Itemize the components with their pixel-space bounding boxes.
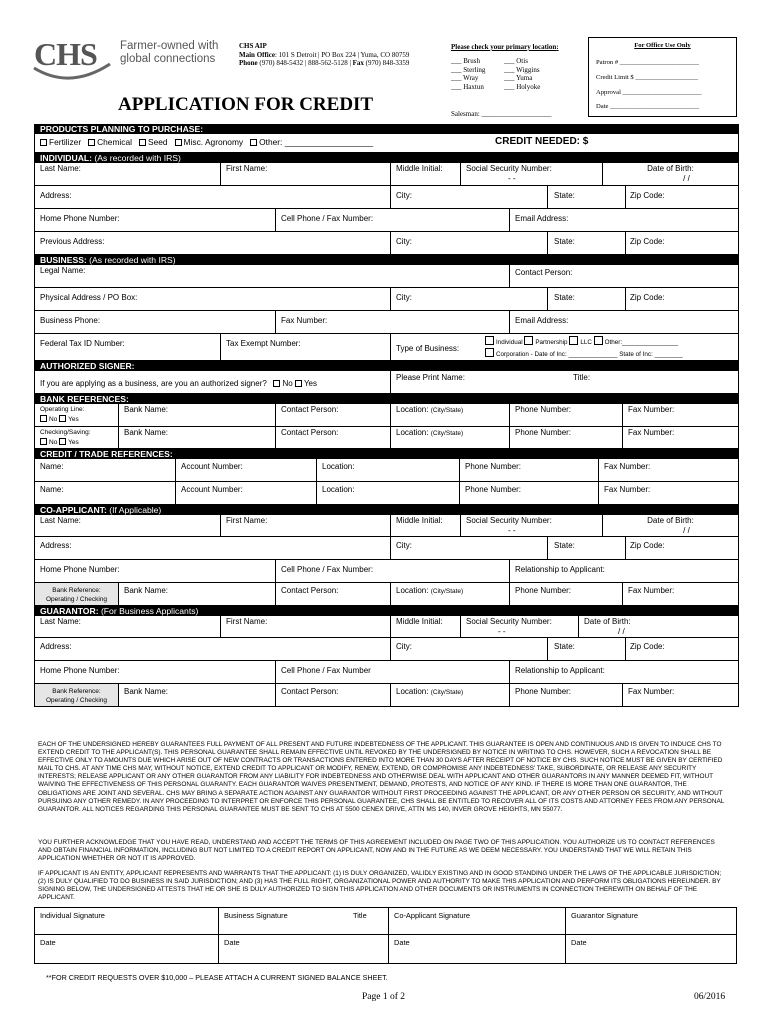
co-dob-field[interactable]: Date of Birth: / /	[602, 515, 738, 536]
location-heading: Please check your primary location:	[451, 43, 559, 51]
coapplicant-heading: CO-APPLICANT: (If Applicable)	[35, 505, 738, 515]
trade-references-heading: CREDIT / TRADE REFERENCES:	[35, 449, 738, 459]
logo-text: CHS	[34, 36, 97, 72]
g-location-field[interactable]: Location: (City/State)	[390, 684, 509, 706]
g-city-field[interactable]: City:	[390, 638, 547, 660]
signature-row	[34, 907, 737, 935]
business-fax-field[interactable]: Fax Number:	[275, 311, 509, 333]
authorized-yes-checkbox[interactable]: Yes	[295, 379, 317, 388]
co-first-name-field[interactable]: First Name:	[220, 515, 390, 536]
trade-fax-field-2[interactable]: Fax Number:	[598, 482, 738, 504]
main-office: Main Office: 101 S Detroit | PO Box 224 | Yuma, CO 80759	[239, 50, 410, 59]
corporation-checkbox[interactable]: Corporation - Date of Inc: ______________ State of Inc: ________	[485, 348, 738, 360]
coapplicant-bank-row	[35, 583, 738, 606]
business-phone-row	[35, 311, 738, 334]
coapplicant-address-row	[35, 537, 738, 560]
other-product-checkbox[interactable]: Other: ___________________	[250, 137, 373, 147]
operating-fax-field[interactable]: Fax Number:	[622, 404, 738, 426]
individual-signature-field[interactable]: Individual Signature	[40, 911, 105, 920]
credit-limit-field[interactable]: Credit Limit $ ___________________	[596, 74, 699, 81]
trade-location-field-1[interactable]: Location:	[316, 459, 459, 481]
authorized-question: If you are applying as a business, are you an authorized signer? No Yes	[40, 379, 318, 388]
individual-phone-row	[35, 209, 738, 232]
guarantor-heading: GUARANTOR: (For Business Applicants)	[35, 606, 738, 616]
g-state-field[interactable]: State:	[547, 638, 625, 660]
checking-cell: Checking/Saving: No Yes	[40, 429, 91, 446]
city-field[interactable]: City:	[390, 186, 547, 208]
business-state-field[interactable]: State:	[547, 288, 625, 310]
co-contact-field[interactable]: Contact Person:	[275, 583, 390, 605]
co-relationship-field[interactable]: Relationship to Applicant:	[509, 560, 738, 582]
g-relationship-field[interactable]: Relationship to Applicant:	[509, 661, 738, 683]
entity-text: IF APPLICANT IS AN ENTITY, APPLICANT REPRESENTS AND WARRANTS THAT THE APPLICANT: (1) IS DULY ORGANIZED, VALIDLY EXISTING AND IN GOOD STANDING UNDER THE LAWS OF THE APPLICABLE JURISDICTION; (2) IS DULY QUALIFIED TO DO BUSINESS IN SAID JURISDICTION; AND (3) HAS THE FULL RIGHT, ORGANIZATIONAL POWER AND AUTHORITY TO MAKE THIS APPLICATION AND PERFORM ITS OBLIGATIONS HEREUNDER. BY SIGNING BELOW, THE UNDERSIGNED ATTESTS THAT HE OR SHE IS DULY AUTHORIZED TO SIGN THIS APPLICATION AND OTHER DOCUMENTS OR INSTRUMENTS IN CONNECTION THEREWITH ON BEHALF OF THE APPLICANT.	[38, 870, 722, 902]
business-date-field[interactable]: Date	[218, 935, 388, 963]
business-name-row	[35, 265, 738, 288]
guarantor-phone-row	[35, 661, 738, 684]
cell-phone-field[interactable]: Cell Phone / Fax Number:	[275, 209, 509, 231]
guarantor-date-field[interactable]: Date	[565, 935, 738, 963]
co-bank-name-field[interactable]: Bank Name:	[118, 583, 275, 605]
bank-operating-row	[35, 404, 738, 427]
balance-sheet-note: **FOR CREDIT REQUESTS OVER $10,000 – PLEASE ATTACH A CURRENT SIGNED BALANCE SHEET.	[46, 973, 388, 982]
checking-bank-name-field[interactable]: Bank Name:	[118, 427, 275, 448]
location-list-2[interactable]: ___ Otis ___ Wiggins ___ Yuma ___ Holyoke	[504, 57, 541, 91]
seed-checkbox[interactable]: Seed	[139, 137, 168, 147]
g-fax-field[interactable]: Fax Number:	[622, 684, 738, 706]
bank-checking-row	[35, 427, 738, 449]
prev-city-field[interactable]: City:	[390, 232, 547, 254]
coapplicant-phone-row	[35, 560, 738, 583]
credit-form	[34, 124, 739, 707]
type-of-business-label: Type of Business:	[390, 334, 482, 360]
g-dob-field[interactable]: Date of Birth: / /	[578, 616, 738, 637]
business-zip-field[interactable]: Zip Code:	[625, 288, 738, 310]
guarantor-bank-row	[35, 684, 738, 707]
operating-yes-checkbox[interactable]: Yes	[59, 416, 79, 423]
operating-phone-field[interactable]: Phone Number:	[509, 404, 622, 426]
federal-tax-id-field[interactable]: Federal Tax ID Number:	[40, 339, 125, 348]
checking-location-field[interactable]: Location: (City/State)	[390, 427, 509, 448]
g-cell-phone-field[interactable]: Cell Phone / Fax Number	[275, 661, 509, 683]
co-state-field[interactable]: State:	[547, 537, 625, 559]
trade-row-1	[35, 459, 738, 482]
chemical-checkbox[interactable]: Chemical	[88, 137, 132, 147]
co-cell-phone-field[interactable]: Cell Phone / Fax Number:	[275, 560, 509, 582]
trade-row-2	[35, 482, 738, 505]
ssn-field[interactable]: Social Security Number: - -	[460, 163, 602, 185]
physical-address-field[interactable]: Physical Address / PO Box:	[40, 293, 138, 302]
trade-name-field-2[interactable]: Name:	[40, 485, 64, 494]
checking-no-checkbox[interactable]: No	[40, 439, 57, 446]
individual-type-checkbox[interactable]: Individual	[485, 339, 523, 346]
trade-phone-field-1[interactable]: Phone Number:	[459, 459, 598, 481]
co-last-name-field[interactable]: Last Name:	[40, 516, 81, 525]
g-phone-field[interactable]: Phone Number:	[509, 684, 622, 706]
operating-line-cell: Operating Line: No Yes	[40, 406, 85, 423]
phone-line: Phone (970) 848-5432 | 888-562-5128 | Fax (970) 848-3359	[239, 59, 410, 68]
business-email-field[interactable]: Email Address:	[509, 311, 738, 333]
prev-zip-field[interactable]: Zip Code:	[625, 232, 738, 254]
g-address-field[interactable]: Address:	[40, 642, 72, 651]
authorized-signer-row	[35, 371, 738, 394]
g-bank-reference-cell: Bank Reference: Operating / Checking	[35, 684, 118, 706]
legal-name-field[interactable]: Legal Name:	[40, 266, 86, 275]
dob-field[interactable]: Date of Birth: / /	[602, 163, 738, 185]
llc-checkbox[interactable]: LLC	[569, 339, 592, 346]
checking-fax-field[interactable]: Fax Number:	[622, 427, 738, 448]
business-city-field[interactable]: City:	[390, 288, 547, 310]
chs-logo	[30, 34, 112, 84]
g-ssn-field[interactable]: Social Security Number: - -	[460, 616, 578, 637]
tax-exempt-field[interactable]: Tax Exempt Number:	[220, 334, 390, 360]
co-home-phone-field[interactable]: Home Phone Number:	[40, 565, 120, 574]
co-bank-reference-cell: Bank Reference: Operating / Checking	[35, 583, 118, 605]
g-last-name-field[interactable]: Last Name:	[40, 617, 81, 626]
company-info	[239, 42, 409, 68]
guarantor-name-row	[35, 616, 738, 638]
individual-name-row	[35, 163, 738, 186]
other-type-checkbox[interactable]: Other:________________	[594, 339, 679, 346]
misc-agronomy-checkbox[interactable]: Misc. Agronomy	[175, 137, 244, 147]
co-phone-field[interactable]: Phone Number:	[509, 583, 622, 605]
first-name-field[interactable]: First Name:	[220, 163, 390, 185]
state-field[interactable]: State:	[547, 186, 625, 208]
bank-references-heading: BANK REFERENCES:	[35, 394, 738, 404]
logo-tagline: Farmer-owned with global connections	[120, 40, 219, 65]
fertilizer-checkbox[interactable]: Fertilizer	[40, 137, 81, 147]
coapplicant-signature-field[interactable]: Co-Applicant Signature	[388, 908, 565, 934]
g-zip-field[interactable]: Zip Code:	[625, 638, 738, 660]
form-title: APPLICATION FOR CREDIT	[118, 94, 374, 115]
salesman-field[interactable]: Salesman: ____________________	[451, 110, 552, 118]
partnership-checkbox[interactable]: Partnership	[524, 339, 567, 346]
business-contact-field[interactable]: Contact Person:	[509, 265, 738, 287]
business-heading: BUSINESS: (As recorded with IRS)	[35, 255, 738, 265]
guarantee-text: EACH OF THE UNDERSIGNED HEREBY GUARANTEES FULL PAYMENT OF ALL PRESENT AND FUTURE INDEBTEDNESS OF THE APPLICANT. THIS GUARANTEE IS OPEN AND CONTINUOUS AND IS GIVEN TO INDUCE CHS TO EXTEND CREDIT TO THE APPLICANT(S). THIS PERSONAL GUARANTEE SHALL REMAIN EFFECTIVE UNTIL REVOKED BY THE UNDERSIGNED BY NOTICE IN WRITING TO CHS. HOWEVER, SUCH A REVOCATION SHALL BE EFFECTIVE ONLY TO AMOUNTS DUE WHICH ARISE OUT OF NEW CONTRACTS OR TRANSACTIONS ENTERED INTO MORE THAN 30 DAYS AFTER RECEIPT OF NOTICE BY CHS. SUCH NOTICE MUST BE GIVEN BY CERTIFIED MAIL TO CHS. AT ANY TIME CHS MAY, WITHOUT NOTICE, EXTEND CREDIT TO APPLICANT OR MODIFY, RENEW, EXTEND, OR COMPROMISE ANY INDEBTEDNESS' TAKE, SUBORDINATE, OR RELEASE ANY SECURITY INTERESTS; RELEASE APPLICANT OR ANY OTHER GUARANTOR FROM ANY LIABILITY FOR INDEBTEDNESS AND OTHERWISE DEAL WITH APPLICANT AND OTHER GUARANTORS IN ANY MANNER DEEMED FIT, WITHOUT WAIVING THE EFFECTIVENESS OF THIS PERSONAL GUARANTY. EACH GUARANTOR WAIVES PRESENTMENT, DEMAND, PROTESTS, AND NOTICE OF ANY KIND. IF THERE IS MORE THAN ONE GUARANTOR, THE OBLIGATIONS ARE JOINT AND SEVERAL. CHS MAY BRING A SEPARATE ACTION AGAINST ANY GUARANTOR WITHOUT FIRST PROCEEDING AGAINST THE APPLICANT, OR ANY OTHER PERSON OR SECURITY, AND WITHOUT PURSUING ANY OTHER REMEDY. IN ANY PROCEEDING TO INTERPRET OR ENFORCE THIS PERSONAL GUARANTEE, CHS SHALL BE ENTITLED TO RECOVER ALL OF ITS COSTS AND ATTORNEY FEES FROM ANY PERSONAL GUARANTOR. ALL NOTICES REGARDING THIS PERSONAL GUARANTEE MUST BE SENT TO CHS AT 5500 CENEX DRIVE, ATTN MS 140, INVER GROVE HEIGHTS, MN 55077.	[38, 741, 725, 813]
acknowledge-text: YOU FURTHER ACKNOWLEDGE THAT YOU HAVE READ, UNDERSTAND AND ACCEPT THE TERMS OF THIS AGREEMENT INCLUDED ON PAGE TWO OF THIS APPLICATION. YOU AUTHORIZE US TO CONTACT REFERENCES AND OBTAIN FINANCIAL INFORMATION, INCLUDING BUT NOT LIMITED TO A CREDIT REPORT ON APPLICANT, NOW AND IN THE FUTURE AS WE DEEM NECESSARY. YOU UNDERSTAND THAT WE WILL RETAIN THIS APPLICATION WHETHER OR NOT IT IS APPROVED.	[38, 839, 715, 863]
business-signature-field[interactable]: Business Signature	[218, 908, 348, 934]
individual-address-row	[35, 186, 738, 209]
checking-yes-checkbox[interactable]: Yes	[59, 439, 79, 446]
g-contact-field[interactable]: Contact Person:	[275, 684, 390, 706]
location-list-1[interactable]: ___ Brush ___ Sterling ___ Wray ___ Haxtun	[451, 57, 486, 91]
coapplicant-name-row	[35, 515, 738, 537]
checking-phone-field[interactable]: Phone Number:	[509, 427, 622, 448]
individual-date-field[interactable]: Date	[40, 938, 56, 947]
products-heading: PRODUCTS PLANNING TO PURCHASE:	[35, 124, 738, 134]
individual-prev-address-row	[35, 232, 738, 255]
g-middle-initial-field[interactable]: Middle Initial:	[390, 616, 460, 637]
individual-heading: INDIVIDUAL: (As recorded with IRS)	[35, 153, 738, 163]
co-location-field[interactable]: Location: (City/State)	[390, 583, 509, 605]
guarantor-address-row	[35, 638, 738, 661]
trade-name-field-1[interactable]: Name:	[40, 462, 64, 471]
approval-field[interactable]: Approval ________________________	[596, 89, 702, 96]
authorized-no-checkbox[interactable]: No	[273, 379, 292, 388]
middle-initial-field[interactable]: Middle Initial:	[390, 163, 460, 185]
checking-contact-field[interactable]: Contact Person:	[275, 427, 390, 448]
home-phone-field[interactable]: Home Phone Number:	[40, 214, 120, 223]
page-number: Page 1 of 2	[362, 992, 406, 1002]
authorized-signer-heading: AUTHORIZED SIGNER:	[35, 361, 738, 371]
patron-field[interactable]: Patron # ________________________	[596, 59, 699, 66]
co-middle-initial-field[interactable]: Middle Initial:	[390, 515, 460, 536]
credit-needed-field[interactable]: CREDIT NEEDED: $ ____________________________	[495, 136, 651, 157]
coapplicant-date-field[interactable]: Date	[388, 935, 565, 963]
co-ssn-field[interactable]: Social Security Number: - -	[460, 515, 602, 536]
g-first-name-field[interactable]: First Name:	[220, 616, 390, 637]
office-use-heading: For Office Use Only	[634, 42, 691, 49]
business-title-field[interactable]: Title	[353, 911, 367, 920]
signature-date-row	[34, 934, 737, 964]
prev-state-field[interactable]: State:	[547, 232, 625, 254]
trade-fax-field-1[interactable]: Fax Number:	[598, 459, 738, 481]
operating-bank-name-field[interactable]: Bank Name:	[118, 404, 275, 426]
office-date-field[interactable]: Date ___________________________	[596, 103, 700, 110]
company-name: CHS AIP	[239, 42, 267, 50]
signer-title-field[interactable]: Title:	[573, 373, 591, 382]
trade-account-field-2[interactable]: Account Number:	[175, 482, 316, 504]
office-use-box	[588, 37, 737, 117]
business-tax-row	[35, 334, 738, 361]
trade-account-field-1[interactable]: Account Number:	[175, 459, 316, 481]
address-field[interactable]: Address:	[40, 191, 72, 200]
co-zip-field[interactable]: Zip Code:	[625, 537, 738, 559]
print-name-field[interactable]: Please Print Name:	[390, 371, 566, 393]
operating-no-checkbox[interactable]: No	[40, 416, 57, 423]
email-field[interactable]: Email Address:	[509, 209, 738, 231]
operating-location-field[interactable]: Location: (City/State)	[390, 404, 509, 426]
co-fax-field[interactable]: Fax Number:	[622, 583, 738, 605]
business-type-options	[482, 334, 738, 360]
operating-contact-field[interactable]: Contact Person:	[275, 404, 390, 426]
g-home-phone-field[interactable]: Home Phone Number:	[40, 666, 120, 675]
zip-field[interactable]: Zip Code:	[625, 186, 738, 208]
co-address-field[interactable]: Address:	[40, 541, 72, 550]
guarantor-signature-field[interactable]: Guarantor Signature	[565, 908, 738, 934]
products-row	[35, 134, 738, 157]
business-phone-field[interactable]: Business Phone:	[40, 316, 101, 325]
g-bank-name-field[interactable]: Bank Name:	[118, 684, 275, 706]
last-name-field[interactable]: Last Name:	[40, 164, 81, 173]
co-city-field[interactable]: City:	[390, 537, 547, 559]
previous-address-field[interactable]: Previous Address:	[40, 237, 105, 246]
trade-location-field-2[interactable]: Location:	[316, 482, 459, 504]
business-address-row	[35, 288, 738, 311]
trade-phone-field-2[interactable]: Phone Number:	[459, 482, 598, 504]
revision-date: 06/2016	[694, 992, 726, 1002]
